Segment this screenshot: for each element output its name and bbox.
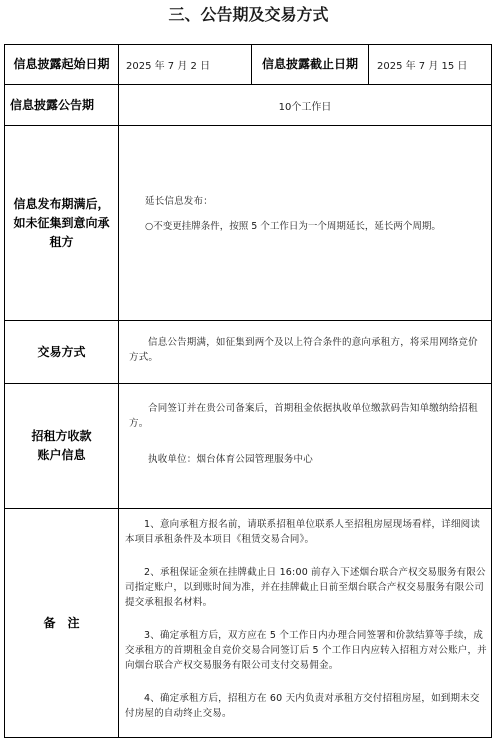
trade-method-text: 信息公告期满，如征集到两个及以上符合条件的意向承租方，将采用网络竞价方式。 <box>129 337 478 363</box>
end-date-label: 信息披露截止日期 <box>251 44 369 85</box>
no-bidder-label: 信息发布期满后， 如未征集到意向承 租方 <box>4 125 119 321</box>
remark-item: 4、确定承租方后，招租方在 60 天内负责对承租方交付招租房屋，如到期未交付房屋的自动终止交易。 <box>125 693 480 719</box>
account-info-text: 合同签订并在贵公司备案后，首期租金依据执收单位缴款码告知单缴纳给招租方。 <box>129 403 478 429</box>
trade-method-label: 交易方式 <box>4 320 119 384</box>
account-info-content <box>118 383 492 509</box>
no-bidder-content <box>118 125 492 321</box>
announcement-period-value: 10个工作日 <box>118 84 492 126</box>
trade-method-content <box>118 320 492 384</box>
remarks-label: 备 注 <box>4 508 119 738</box>
end-date-value: 2025 年 7 月 15 日 <box>368 44 492 85</box>
remark-item: 3、确定承租方后，双方应在 5 个工作日内办理合同签署和价款结算等手续，成交承租方的首期租金自竞价交易合同签订后 5 个工作日内应转入招租方对公账户，并向烟台联合产权交易服务有限公司支付交易佣金。 <box>125 630 487 671</box>
start-date-label: 信息披露起始日期 <box>4 44 119 85</box>
info-table <box>4 44 492 738</box>
start-date-value: 2025 年 7 月 2 日 <box>118 44 252 85</box>
remark-item: 2、承租保证金须在挂牌截止日 16:00 前存入下述烟台联合产权交易服务有限公司指定账户，以到账时间为准，并在挂牌截止日前至烟台联合产权交易服务有限公司提交承租报名材料。 <box>125 567 486 608</box>
collecting-unit: 执收单位：烟台体育公园管理服务中心 <box>148 454 313 465</box>
extension-heading: 延长信息发布： <box>145 196 213 207</box>
remarks-content <box>118 508 492 738</box>
account-info-label: 招租方收款 账户信息 <box>4 383 119 509</box>
page-title: 三、公告期及交易方式 <box>168 5 329 24</box>
announcement-period-label: 信息披露公告期 <box>4 84 119 126</box>
extension-option: ○不变更挂牌条件，按照 5 个工作日为一个周期延长，延长两个周期。 <box>145 221 441 232</box>
remark-item: 1、意向承租方报名前，请联系招租单位联系人至招租房屋现场看样，详细阅读本项目承租条件及本项目《租赁交易合同》。 <box>125 519 481 545</box>
